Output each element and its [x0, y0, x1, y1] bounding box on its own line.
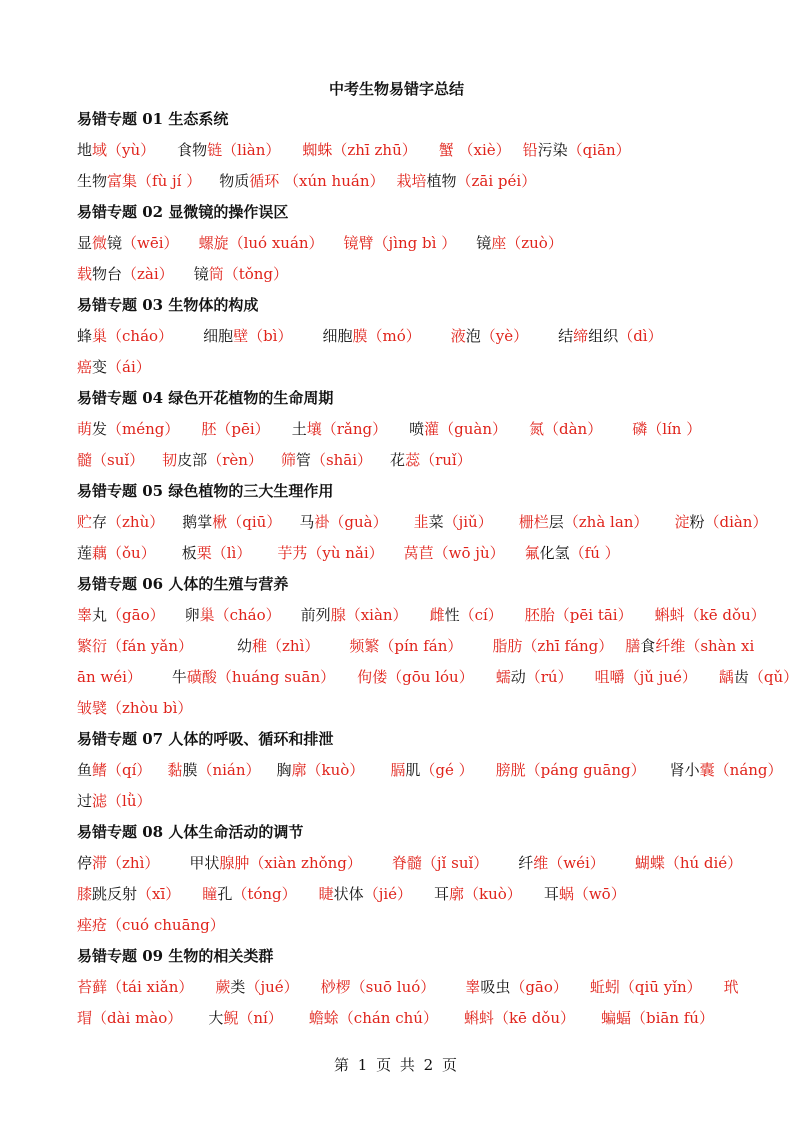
term-item [77, 854, 159, 872]
term-item [301, 606, 408, 624]
term-item [724, 978, 739, 996]
term-item [655, 606, 766, 624]
term-item [189, 854, 362, 872]
term-item [404, 544, 505, 562]
highlighted-char: 桫椤（suō luó） [320, 978, 436, 996]
term-line [77, 972, 739, 1003]
term-text: 生物 [77, 172, 108, 190]
term-item [625, 637, 754, 655]
term-item [439, 141, 511, 159]
highlighted-char: 蝌蚪（kē dǒu） [654, 606, 766, 624]
highlighted-char: 胚胎（pēi tāi） [524, 606, 633, 624]
term-item [390, 761, 473, 779]
highlighted-char: 瑁（dài mào） [77, 1009, 183, 1027]
term-item [219, 172, 384, 190]
term-item [464, 1009, 575, 1027]
term-line [77, 259, 717, 290]
term-item [674, 513, 767, 531]
highlighted-char: 佝偻（gōu lóu） [357, 668, 474, 686]
term-item [77, 606, 165, 624]
highlighted-char: 氮（dàn） [528, 420, 603, 438]
highlighted-char: 蚯蚓（qiū yǐn） [589, 978, 702, 996]
term-item [162, 451, 263, 469]
term-item [544, 885, 626, 903]
highlighted-char: 蠕 [495, 668, 511, 686]
highlighted-char: 韭 [413, 513, 429, 531]
highlighted-char: 载 [77, 265, 93, 283]
term-item [344, 234, 457, 252]
term-text: 甲状 [189, 854, 220, 872]
term-text: 耳 [434, 885, 450, 903]
highlighted-char: （jiǔ） [443, 513, 493, 531]
term-line [77, 445, 717, 476]
highlighted-char: （tóng） [232, 885, 297, 903]
highlighted-char: 繁衍（fán yǎn） [77, 637, 194, 655]
term-text: 性 [444, 606, 460, 624]
term-line [77, 786, 717, 817]
term-item [414, 513, 493, 531]
term-item [390, 451, 472, 469]
highlighted-char: 磺酸（huáng suān） [186, 668, 336, 686]
highlighted-char: （zhù） [107, 513, 165, 531]
highlighted-char: 苔藓（tái xiǎn） [77, 978, 194, 996]
term-text: 发 [92, 420, 108, 438]
highlighted-char: 座（zuò） [491, 234, 563, 252]
term-item [77, 668, 142, 686]
highlighted-char: （qiān） [567, 141, 631, 159]
highlighted-char: （ái） [107, 358, 151, 376]
term-text: 孔 [217, 885, 233, 903]
term-text: 前列 [300, 606, 331, 624]
section-heading: 易错专题 04 绿色开花植物的生命周期 [77, 389, 334, 407]
highlighted-char: 蟹 （xiè） [438, 141, 511, 159]
highlighted-char: （zhà lan） [563, 513, 649, 531]
highlighted-char: （diàn） [704, 513, 768, 531]
highlighted-char: 雌 [429, 606, 445, 624]
section-heading: 易错专题 07 人体的呼吸、循环和排泄 [77, 730, 334, 748]
term-text: 大 [208, 1009, 224, 1027]
term-text: 过 [77, 792, 93, 810]
highlighted-char: （gāo） [107, 606, 165, 624]
highlighted-char: 胚（pēi） [201, 420, 270, 438]
term-item [208, 1009, 282, 1027]
highlighted-char: 睾 [465, 978, 481, 996]
highlighted-char: 鳍（qí） [92, 761, 152, 779]
term-text: 管 [295, 451, 311, 469]
term-text: 胸 [276, 761, 292, 779]
term-text: 肾小 [669, 761, 700, 779]
term-line [77, 538, 717, 569]
term-item [322, 327, 420, 345]
highlighted-char: 维（wéi） [533, 854, 605, 872]
highlighted-char: 频繁（pín fán） [349, 637, 463, 655]
term-item [167, 761, 260, 779]
term-item [77, 885, 180, 903]
term-item [523, 141, 631, 159]
term-item [309, 1009, 438, 1027]
highlighted-char: 镜臂（jìng bì ） [343, 234, 457, 252]
term-line [77, 600, 766, 631]
highlighted-char: （rèn） [207, 451, 263, 469]
term-item [237, 637, 319, 655]
term-item [319, 885, 412, 903]
term-text: 皮部 [177, 451, 208, 469]
highlighted-char: 蕨 [215, 978, 231, 996]
term-text: 物台 [92, 265, 123, 283]
highlighted-char: 藕（ǒu） [92, 544, 156, 562]
highlighted-char: 纤维（shàn xi [655, 637, 755, 655]
highlighted-char: 巢（cháo） [199, 606, 281, 624]
term-text: 肌 [405, 761, 421, 779]
highlighted-char: 筛 [280, 451, 296, 469]
term-text: 食 [640, 637, 656, 655]
term-item [77, 234, 179, 252]
highlighted-char: 液 [450, 327, 466, 345]
highlighted-char: （yè） [480, 327, 529, 345]
highlighted-char: 栗（lì） [196, 544, 252, 562]
highlighted-char: 腺（xiàn） [330, 606, 408, 624]
highlighted-char: 痤疮（cuó chuāng） [77, 916, 225, 934]
term-line [77, 166, 717, 197]
highlighted-char: 脂肪（zhī fáng） [492, 637, 614, 655]
term-text: 齿 [733, 668, 749, 686]
term-item [357, 668, 474, 686]
term-text: 纤 [518, 854, 534, 872]
highlighted-char: 瞳 [202, 885, 218, 903]
highlighted-char: 莴苣（wō jù） [403, 544, 505, 562]
term-item [202, 885, 296, 903]
highlighted-char: 富集（fù jí ） [107, 172, 202, 190]
highlighted-char: （gāo） [510, 978, 568, 996]
term-line [77, 352, 717, 383]
term-item [451, 327, 528, 345]
term-item [476, 234, 563, 252]
highlighted-char: 栅栏 [518, 513, 549, 531]
highlighted-char: 铅 [522, 141, 538, 159]
term-text: 地 [77, 141, 93, 159]
term-line [77, 414, 717, 445]
section-heading: 易错专题 08 人体生命活动的调节 [77, 823, 304, 841]
term-item [77, 544, 156, 562]
highlighted-char: 芋艿（yù nǎi） [277, 544, 384, 562]
highlighted-char: 缔 [573, 327, 589, 345]
term-item [277, 761, 365, 779]
term-item [299, 513, 387, 531]
term-text: 类 [230, 978, 246, 996]
term-item [409, 420, 507, 438]
highlighted-char: 腺肿（xiàn zhǒng） [219, 854, 362, 872]
term-item [719, 668, 798, 686]
term-text: 污染 [537, 141, 568, 159]
term-item [465, 978, 568, 996]
term-item [77, 358, 151, 376]
highlighted-char: （xī） [137, 885, 181, 903]
highlighted-char: 膈 [390, 761, 406, 779]
term-text: 食物 [177, 141, 208, 159]
highlighted-char: 髓（suǐ） [77, 451, 145, 469]
term-item [496, 668, 573, 686]
section-heading: 易错专题 02 显微镜的操作误区 [77, 203, 289, 221]
term-line [77, 879, 717, 910]
section-heading: 易错专题 05 绿色植物的三大生理作用 [77, 482, 334, 500]
highlighted-char: 韧 [162, 451, 178, 469]
highlighted-char: 萌 [77, 420, 93, 438]
highlighted-char: （cí） [459, 606, 503, 624]
highlighted-char: 栽培 [396, 172, 427, 190]
highlighted-char: 褂（guà） [314, 513, 388, 531]
term-text: 结 [558, 327, 574, 345]
term-text: 板 [181, 544, 197, 562]
term-item [199, 234, 324, 252]
term-text: 镜 [193, 265, 209, 283]
highlighted-char: （jué） [245, 978, 299, 996]
term-item [496, 761, 646, 779]
term-item [302, 141, 416, 159]
term-item [77, 172, 201, 190]
term-line [77, 693, 717, 724]
term-item [601, 1009, 714, 1027]
term-line [77, 755, 783, 786]
highlighted-char: 壁（bì） [233, 327, 293, 345]
highlighted-char: 膝 [77, 885, 93, 903]
term-item [519, 513, 649, 531]
term-item [77, 513, 164, 531]
term-item [77, 792, 151, 810]
term-item [77, 451, 144, 469]
highlighted-char: 稚（zhì） [252, 637, 320, 655]
term-item [77, 916, 225, 934]
term-text: 幼 [237, 637, 253, 655]
highlighted-char: 黏 [167, 761, 183, 779]
term-text: 细胞 [203, 327, 234, 345]
term-text: 卵 [184, 606, 200, 624]
term-item [194, 265, 288, 283]
highlighted-char: 楸（qiū） [212, 513, 282, 531]
term-text: 层 [548, 513, 564, 531]
highlighted-char: 巢（cháo） [92, 327, 174, 345]
term-line [77, 1003, 717, 1034]
term-line [77, 228, 717, 259]
term-item [434, 885, 522, 903]
term-item [321, 978, 436, 996]
highlighted-char: 微 [92, 234, 108, 252]
term-item [529, 420, 602, 438]
term-item [277, 544, 383, 562]
highlighted-char: 淀 [674, 513, 690, 531]
content-area [77, 104, 798, 1034]
highlighted-char: （nián） [197, 761, 261, 779]
highlighted-char: ān wéi） [77, 668, 142, 686]
term-item [77, 699, 192, 717]
term-text: 土 [291, 420, 307, 438]
term-text: 镜 [107, 234, 123, 252]
highlighted-char: （fú ） [569, 544, 620, 562]
highlighted-char: 蝙蝠（biān fú） [600, 1009, 714, 1027]
term-item [77, 1009, 182, 1027]
highlighted-char: 廓（kuò） [449, 885, 522, 903]
section-heading: 易错专题 09 生物的相关类群 [77, 947, 274, 965]
highlighted-char: 脊髓（jǐ suǐ） [391, 854, 489, 872]
term-item [349, 637, 462, 655]
highlighted-char: （jié） [363, 885, 413, 903]
highlighted-char: 筒（tǒng） [208, 265, 289, 283]
section-heading: 易错专题 06 人体的生殖与营养 [77, 575, 289, 593]
term-text: 变 [92, 358, 108, 376]
highlighted-char: 睫 [318, 885, 334, 903]
highlighted-char: （gé ） [420, 761, 474, 779]
highlighted-char: 膀胱（páng guāng） [495, 761, 646, 779]
highlighted-char: 氟 [524, 544, 540, 562]
term-item [558, 327, 662, 345]
page-footer: 第 1 页 共 2 页 [334, 1056, 459, 1074]
term-item [525, 606, 633, 624]
term-item [172, 668, 335, 686]
term-text: 植物 [426, 172, 457, 190]
highlighted-char: （zài） [122, 265, 174, 283]
highlighted-char: 螺旋（luó xuán） [198, 234, 324, 252]
highlighted-char: 蝌蚪（kē dǒu） [463, 1009, 575, 1027]
term-text: 菜 [428, 513, 444, 531]
term-item [77, 420, 179, 438]
term-line [77, 848, 743, 879]
highlighted-char: （qǔ） [748, 668, 798, 686]
term-item [396, 172, 536, 190]
highlighted-char: 磷（lín ） [632, 420, 702, 438]
section-heading: 易错专题 01 生态系统 [77, 110, 229, 128]
highlighted-char: 蜗（wō） [558, 885, 626, 903]
term-item [281, 451, 372, 469]
term-item [518, 854, 605, 872]
term-item [77, 978, 193, 996]
term-item [595, 668, 697, 686]
term-item [492, 637, 613, 655]
term-text: 粉 [689, 513, 705, 531]
term-text: 化氢 [539, 544, 570, 562]
term-text: 泡 [465, 327, 481, 345]
term-item [670, 761, 783, 779]
highlighted-char: 皱襞（zhòu bì） [77, 699, 193, 717]
highlighted-char: 滤（lǜ） [92, 792, 152, 810]
term-text: 跳反射 [92, 885, 138, 903]
highlighted-char: （méng） [107, 420, 180, 438]
term-line [77, 910, 717, 941]
term-line [77, 662, 798, 693]
term-item [430, 606, 503, 624]
term-line [77, 507, 768, 538]
term-text: 镜 [476, 234, 492, 252]
highlighted-char: 蕊（ruǐ） [405, 451, 472, 469]
term-text: 物质 [219, 172, 250, 190]
highlighted-char: （zāi péi） [456, 172, 537, 190]
term-item [590, 978, 702, 996]
term-text: 牛 [171, 668, 187, 686]
term-item [177, 141, 280, 159]
highlighted-char: 膜（mó） [352, 327, 421, 345]
term-item [182, 544, 252, 562]
term-text: 状体 [333, 885, 364, 903]
highlighted-char: （dì） [618, 327, 663, 345]
term-line [77, 135, 717, 166]
term-text: 丸 [92, 606, 108, 624]
term-item [292, 420, 387, 438]
highlighted-char: 贮 [77, 513, 93, 531]
page-title: 中考生物易错字总结 [328, 80, 464, 98]
highlighted-char: 睾 [77, 606, 93, 624]
term-item [632, 420, 701, 438]
term-item [77, 637, 193, 655]
highlighted-char: 壤（rǎng） [306, 420, 388, 438]
term-item [525, 544, 620, 562]
term-item [215, 978, 298, 996]
highlighted-char: 廓（kuò） [291, 761, 365, 779]
highlighted-char: 灌（guàn） [424, 420, 507, 438]
highlighted-char: 蟾蜍（chán chú） [308, 1009, 438, 1027]
highlighted-char: 域（yù） [92, 141, 156, 159]
term-text: 存 [92, 513, 108, 531]
term-text: 鱼 [77, 761, 93, 779]
highlighted-char: 链（liàn） [207, 141, 281, 159]
term-item [77, 327, 173, 345]
highlighted-char: 咀嚼（jǔ jué） [594, 668, 697, 686]
highlighted-char: （wēi） [122, 234, 179, 252]
term-item [185, 606, 281, 624]
term-item [635, 854, 742, 872]
term-line [77, 321, 717, 352]
term-text: 显 [77, 234, 93, 252]
term-item [203, 327, 292, 345]
highlighted-char: （shāi） [310, 451, 373, 469]
term-text: 耳 [543, 885, 559, 903]
term-text: 吸虫 [480, 978, 511, 996]
highlighted-char: 滞（zhì） [92, 854, 160, 872]
term-text: 膜 [182, 761, 198, 779]
highlighted-char: （rú） [525, 668, 573, 686]
highlighted-char: 龋 [718, 668, 734, 686]
term-text: 花 [390, 451, 406, 469]
term-text: 喷 [409, 420, 425, 438]
highlighted-char: 膳 [625, 637, 641, 655]
term-text: 停 [77, 854, 93, 872]
highlighted-char: 癌 [77, 358, 93, 376]
highlighted-char: 循环 （xún huán） [249, 172, 385, 190]
term-text: 马 [299, 513, 315, 531]
term-item [392, 854, 488, 872]
term-item [77, 141, 155, 159]
highlighted-char: 玳 [723, 978, 739, 996]
term-item [201, 420, 269, 438]
term-item [182, 513, 281, 531]
term-item [77, 265, 174, 283]
term-text: 蜂 [77, 327, 93, 345]
term-line [77, 631, 755, 662]
highlighted-char: 蝴蝶（hú dié） [634, 854, 743, 872]
highlighted-char: 囊（náng） [699, 761, 783, 779]
section-heading: 易错专题 03 生物体的构成 [77, 296, 259, 314]
term-text: 细胞 [322, 327, 353, 345]
highlighted-char: 蜘蛛（zhī zhū） [302, 141, 417, 159]
term-text: 莲 [77, 544, 93, 562]
term-text: 组织 [588, 327, 619, 345]
term-text: 鹅掌 [182, 513, 213, 531]
highlighted-char: 鲵（ní） [223, 1009, 283, 1027]
term-item [77, 761, 151, 779]
term-text: 动 [510, 668, 526, 686]
